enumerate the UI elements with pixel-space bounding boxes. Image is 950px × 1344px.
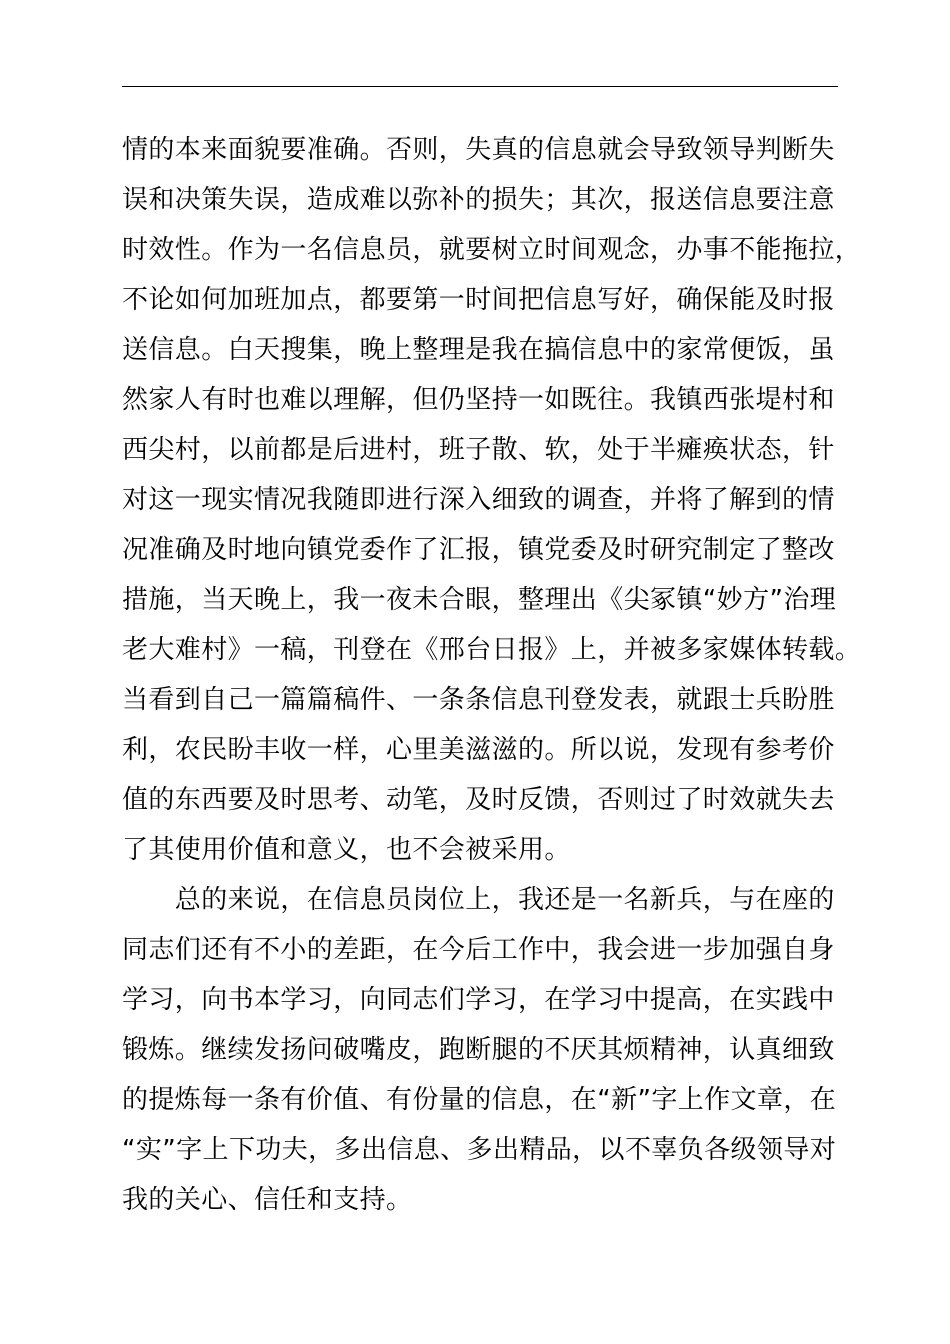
text-line: 送信息。白天搜集，晚上整理是我在搞信息中的家常便饭，虽 bbox=[122, 335, 835, 365]
text-line: 误和决策失误，造成难以弥补的损失；其次，报送信息要注意 bbox=[122, 185, 835, 215]
text-line: “实”字上下功夫，多出信息、多出精品，以不辜负各级领导对 bbox=[122, 1135, 837, 1165]
text-line: 况准确及时地向镇党委作了汇报，镇党委及时研究制定了整改 bbox=[122, 535, 835, 565]
text-line: 利，农民盼丰收一样，心里美滋滋的。所以说，发现有参考价 bbox=[122, 735, 835, 765]
text-line: 锻炼。继续发扬问破嘴皮，跑断腿的不厌其烦精神，认真细致 bbox=[122, 1035, 835, 1065]
text-line: 学习，向书本学习，向同志们学习，在学习中提高，在实践中 bbox=[122, 985, 835, 1015]
text-line: 当看到自己一篇篇稿件、一条条信息刊登发表，就跟士兵盼胜 bbox=[122, 685, 835, 715]
text-line: 对这一现实情况我随即进行深入细致的调查，并将了解到的情 bbox=[122, 485, 835, 515]
text-line: 值的东西要及时思考、动笔，及时反馈，否则过了时效就失去 bbox=[122, 785, 835, 815]
text-line: 情的本来面貌要准确。否则，失真的信息就会导致领导判断失 bbox=[122, 135, 835, 165]
text-line: 老大难村》一稿，刊登在《邢台日报》上，并被多家媒体转载。 bbox=[122, 635, 862, 665]
text-line: 的提炼每一条有价值、有份量的信息，在“新”字上作文章，在 bbox=[122, 1085, 837, 1115]
text-line: 不论如何加班加点，都要第一时间把信息写好，确保能及时报 bbox=[122, 285, 835, 315]
text-line: 我的关心、信任和支持。 bbox=[122, 1185, 413, 1215]
text-line: 然家人有时也难以理解，但仍坚持一如既往。我镇西张堤村和 bbox=[122, 385, 835, 415]
text-line: 同志们还有不小的差距，在今后工作中，我会进一步加强自身 bbox=[122, 935, 835, 965]
text-line: 总的来说，在信息员岗位上，我还是一名新兵，与在座的 bbox=[122, 885, 835, 915]
text-line: 了其使用价值和意义，也不会被采用。 bbox=[122, 835, 571, 865]
text-line: 时效性。作为一名信息员，就要树立时间观念，办事不能拖拉， bbox=[122, 235, 862, 265]
text-line: 措施，当天晚上，我一夜未合眼，整理出《尖冢镇“妙方”治理 bbox=[122, 585, 837, 615]
body-text bbox=[122, 125, 862, 1225]
header-rule bbox=[122, 86, 838, 87]
text-line: 西尖村，以前都是后进村，班子散、软，处于半瘫痪状态，针 bbox=[122, 435, 835, 465]
